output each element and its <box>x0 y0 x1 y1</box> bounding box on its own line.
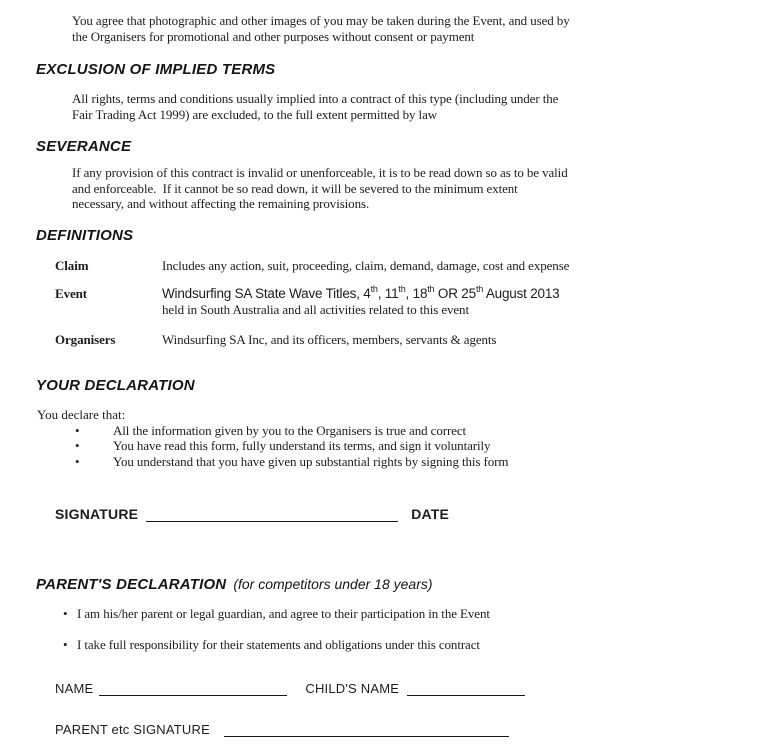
definition-text <box>162 283 768 318</box>
definition-text: Includes any action, suit, proceeding, claim, demand, damage, cost and expense <box>162 257 570 273</box>
section-heading-your-declaration: YOUR DECLARATION <box>36 377 195 394</box>
section-heading-exclusion-of-implied-terms: EXCLUSION OF IMPLIED TERMS <box>36 61 276 78</box>
name-row <box>55 680 768 696</box>
signature-label: SIGNATURE <box>55 506 139 522</box>
parent-signature-line[interactable] <box>224 721 509 737</box>
your-declaration-bullet-list <box>75 423 768 470</box>
list-item <box>75 438 768 454</box>
definition-row-organisers <box>55 332 768 348</box>
date-label: DATE <box>411 506 450 522</box>
parent-signature-label: PARENT etc SIGNATURE <box>55 722 210 737</box>
bullet-text: I am his/her parent or legal guardian, and agree to their participation in the Event <box>77 606 490 621</box>
section-heading-severance: SEVERANCE <box>36 138 132 155</box>
name-line[interactable] <box>99 680 287 696</box>
paragraph-line: necessary, and without affecting the remaining provisions. <box>72 196 370 211</box>
definition-term: Organisers <box>55 331 116 347</box>
intro-paragraph <box>72 13 768 44</box>
definition-text: Windsurfing SA Inc, and its officers, members, servants & agents <box>162 331 497 347</box>
bullet-icon: • <box>75 422 80 438</box>
bullet-icon: • <box>63 636 68 652</box>
parents-declaration-note: (for competitors under 18 years) <box>233 576 433 592</box>
bullet-icon: • <box>63 606 68 621</box>
severance-paragraph <box>72 165 768 212</box>
list-item <box>75 423 768 439</box>
exclusion-paragraph <box>72 91 768 122</box>
parents-declaration-title: PARENT'S DECLARATION <box>36 576 227 593</box>
signature-line[interactable] <box>146 506 398 522</box>
bullet-icon: • <box>75 438 80 453</box>
bullet-text: I take full responsibility for their statements and obligations under this contract <box>77 636 480 652</box>
list-item <box>63 637 768 653</box>
paragraph-line: the Organisers for promotional and other purposes without consent or payment <box>72 28 475 44</box>
name-label: NAME <box>55 681 94 696</box>
list-item <box>63 606 768 622</box>
paragraph-line: and enforceable. If it cannot be so read down, it will be severed to the minimum extent <box>72 180 518 196</box>
paragraph-line: held in South Australia and all activities related to this event <box>162 302 469 317</box>
list-item <box>75 454 768 470</box>
paragraph-line: Fair Trading Act 1999) are excluded, to the full extent permitted by law <box>72 106 438 122</box>
definition-row-claim <box>55 258 768 274</box>
definitions-table <box>55 258 768 348</box>
childs-name-label: CHILD'S NAME <box>305 681 400 696</box>
childs-name-line[interactable] <box>407 680 525 696</box>
paragraph-line: All rights, terms and conditions usually implied into a contract of this type (including under the <box>72 91 559 106</box>
paragraph-line: You agree that photographic and other images of you may be taken during the Event, and used by <box>72 13 570 28</box>
section-heading-parents-declaration <box>36 576 768 593</box>
bullet-text: You have read this form, fully understand its terms, and sign it voluntarily <box>113 438 491 453</box>
definition-term: Event <box>55 286 88 301</box>
bullet-text: All the information given by you to the Organisers is true and correct <box>113 422 467 438</box>
signature-row <box>55 506 768 522</box>
parent-signature-row <box>55 721 768 737</box>
bullet-icon: • <box>75 453 80 469</box>
paragraph-line: If any provision of this contract is invalid or unenforceable, it is to be read down so as to be valid <box>72 165 568 180</box>
definition-row-event <box>55 283 768 318</box>
parents-declaration-bullet-list <box>63 606 768 652</box>
event-title-line: Windsurfing SA State Wave Titles, 4th, 11th, 18th OR 25th August 2013 <box>162 283 560 301</box>
section-heading-definitions: DEFINITIONS <box>36 226 134 244</box>
definition-term: Claim <box>55 257 89 273</box>
declaration-intro: You declare that: <box>37 407 126 422</box>
bullet-text: You understand that you have given up substantial rights by signing this form <box>113 453 509 469</box>
